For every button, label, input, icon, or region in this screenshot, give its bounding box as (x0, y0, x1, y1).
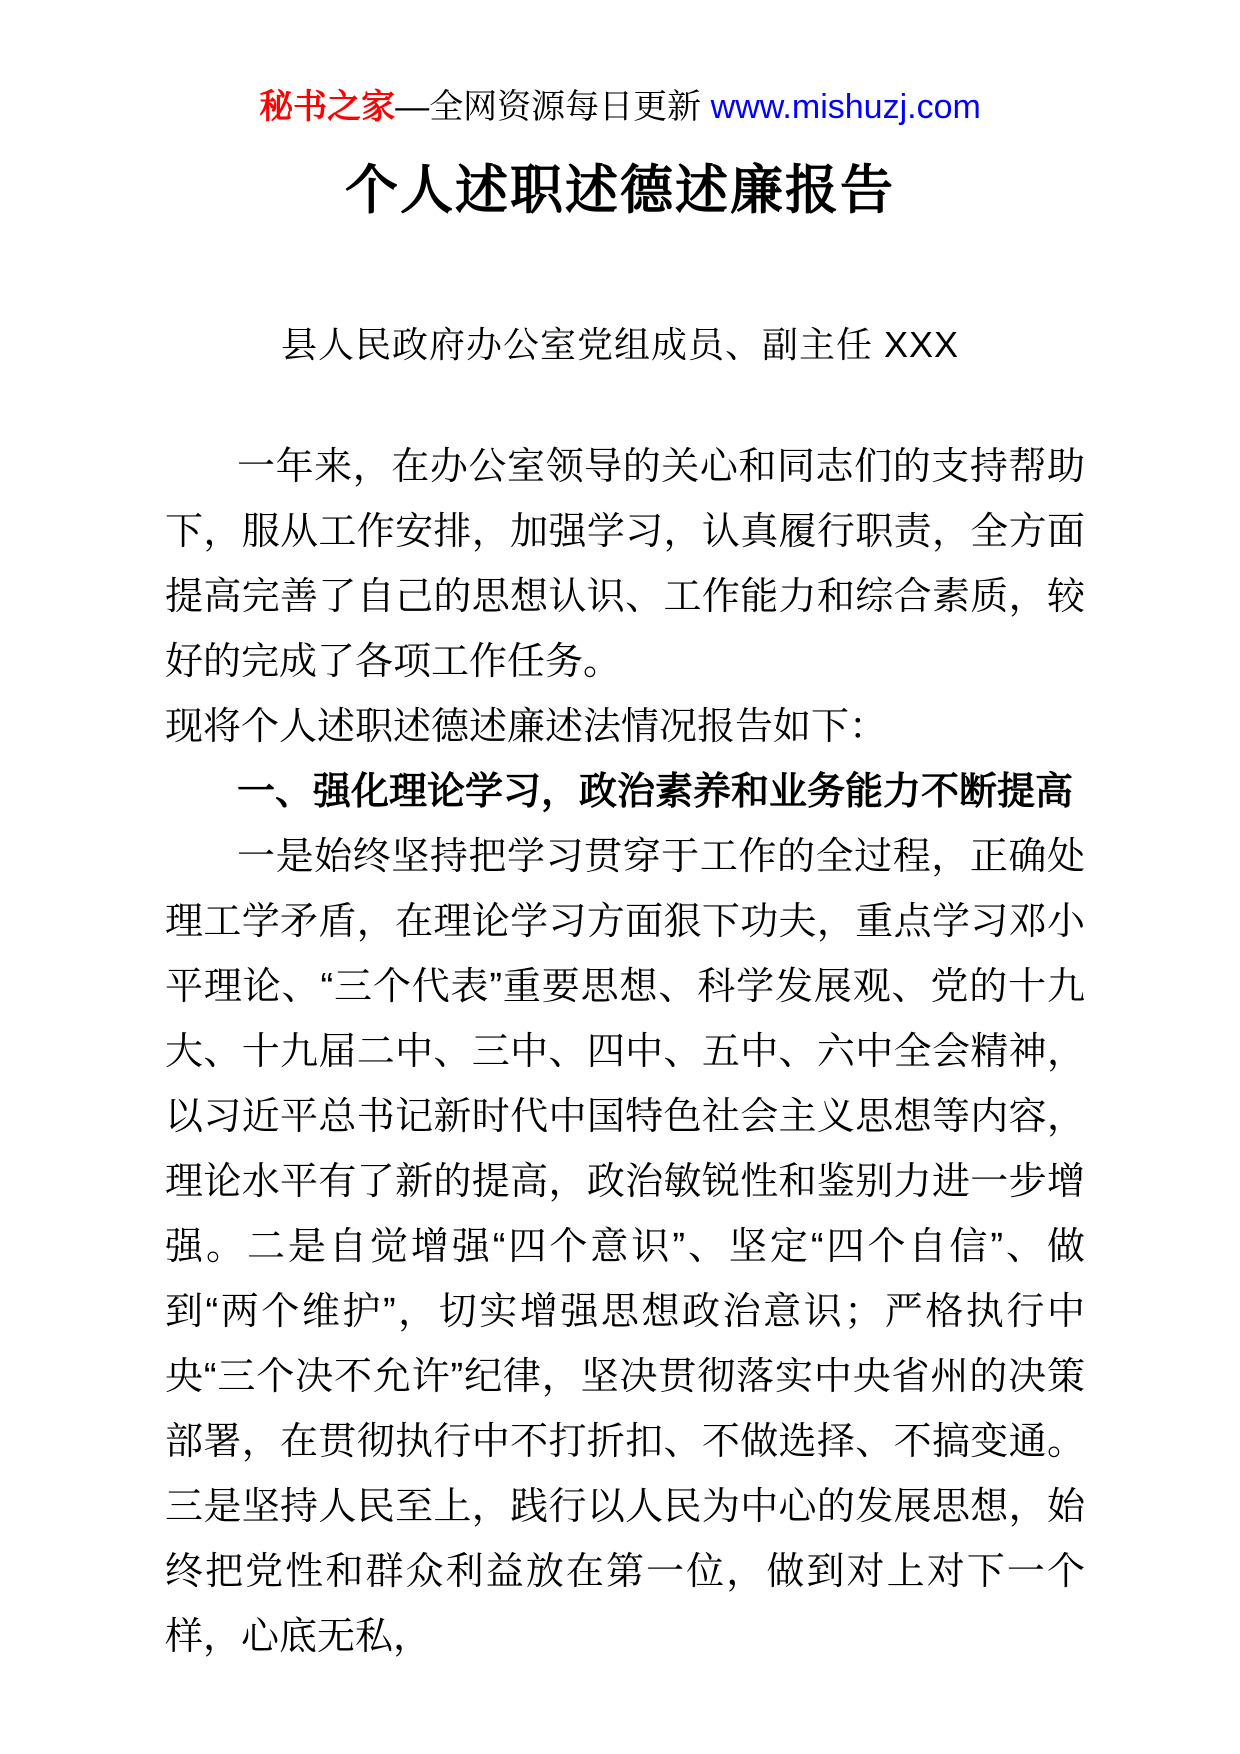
site-brand: 秘书之家 (259, 88, 396, 126)
site-header (0, 0, 1240, 128)
body-paragraph-section-1: 一是始终坚持把学习贯穿于工作的全过程，正确处理工学矛盾，在理论学习方面狠下功夫，重点学习邓小平理论、“三个代表”重要思想、科学发展观、党的十九大、十九届二中、三中、四中、五中、六中全会精神，以习近平总书记新时代中国特色社会主义思想等内容，理论水平有了新的提高，政治敏锐性和鉴别力进一步增强。二是自觉增强“四个意识”、坚定“四个自信”、做到“两个维护”，切实增强思想政治意识；严格执行中央“三个决不允许”纪律，坚决贯彻落实中央省州的决策部署，在贯彻执行中不打折扣、不做选择、不搞变通。三是坚持人民至上，践行以人民为中心的发展思想，始终把党性和群众利益放在第一位，做到对上对下一个样，心底无私， (165, 836, 1085, 1658)
author-line: 县人民政府办公室党组成员、副主任 XXX (280, 324, 960, 365)
body-paragraph-lead-in: 现将个人述职述德述廉述法情况报告如下： (165, 706, 888, 748)
document-body (0, 435, 1240, 1670)
site-tagline: —全网资源每日更新 (395, 88, 711, 126)
section-heading-1: 一、强化理论学习，政治素养和业务能力不断提高 (237, 771, 1074, 813)
site-url-link[interactable]: www.mishuzj.com (710, 88, 981, 126)
document-title: 个人述职述德述廉报告 (345, 161, 895, 220)
body-paragraph-intro: 一年来，在办公室领导的关心和同志们的支持帮助下，服从工作安排，加强学习，认真履行职责，全方面提高完善了自己的思想认识、工作能力和综合素质，较好的完成了各项工作任务。 (165, 446, 1085, 683)
